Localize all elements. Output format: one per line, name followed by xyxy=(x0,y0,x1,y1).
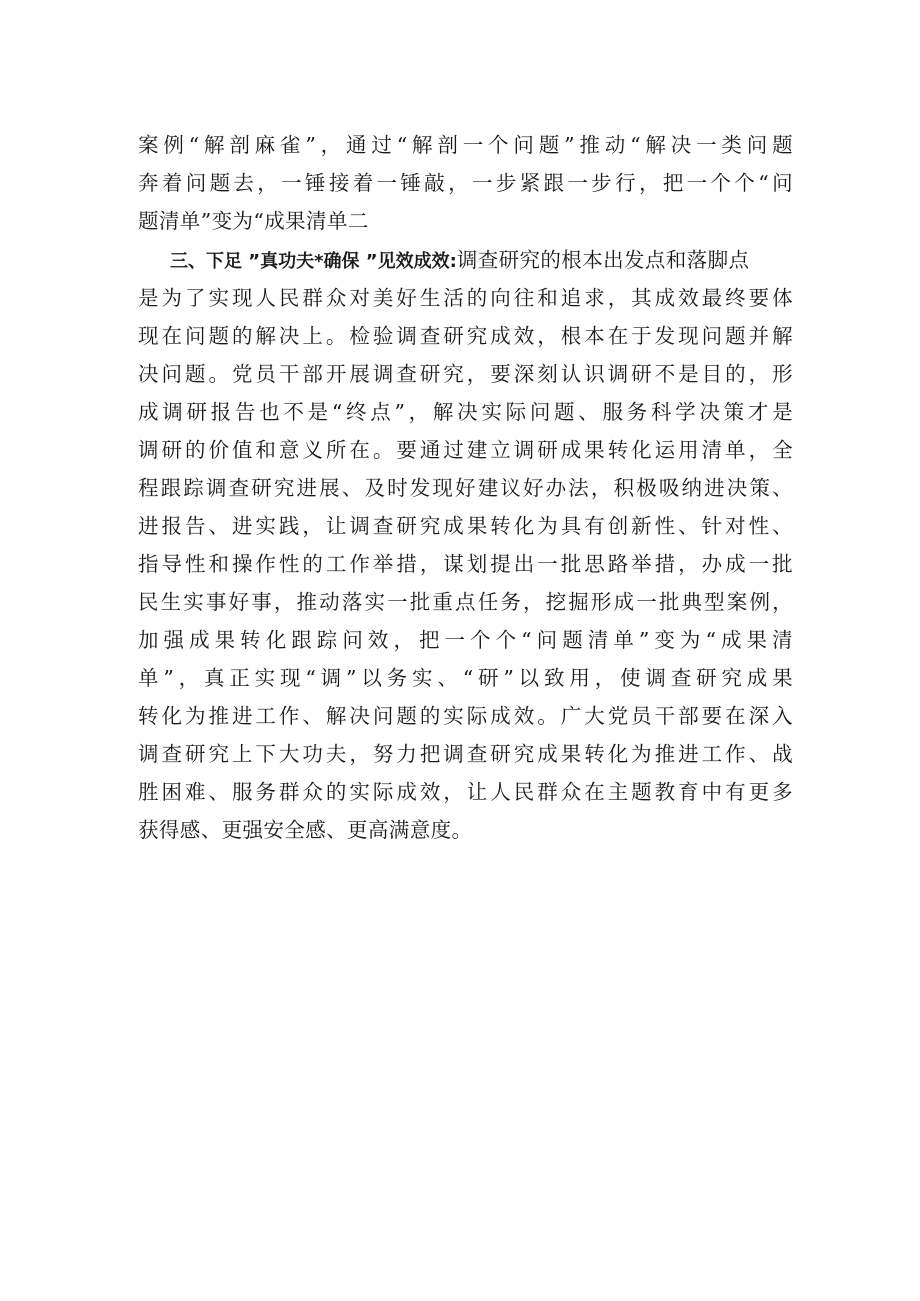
paragraph-2-line: 加强成果转化跟踪问效，把一个个“问题清单”变为“成果清 xyxy=(138,628,793,652)
paragraph-2-line: 决问题。党员干部开展调查研究，要深刻认识调研不是目的，形 xyxy=(138,362,793,386)
paragraph-2 xyxy=(138,241,793,849)
paragraph-2-line: 指导性和操作性的工作举措，谋划提出一批思路举措，办成一批 xyxy=(138,552,793,576)
paragraph-2-line: 获得感、更强安全感、更高满意度。 xyxy=(138,818,473,842)
paragraph-1-line: 题清单”变为“成果清单二 xyxy=(138,209,369,233)
paragraph-2-line: 民生实事好事，推动落实一批重点任务，挖掘形成一批典型案例， xyxy=(138,590,793,614)
paragraph-2-line: 单”，真正实现“调”以务实、“研”以致用，使调查研究成果 xyxy=(138,666,793,690)
paragraph-2-line: 程跟踪调查研究进展、及时发现好建议好办法，积极吸纳进决策、 xyxy=(138,476,793,500)
paragraph-1 xyxy=(138,126,793,240)
paragraph-1-line: 案例“解剖麻雀”，通过“解剖一个问题”推动“解决一类问题 xyxy=(138,133,793,157)
paragraph-2-line: 转化为推进工作、解决问题的实际成效。广大党员干部要在深入 xyxy=(138,704,793,728)
paragraph-2-line: 胜困难、服务群众的实际成效，让人民群众在主题教育中有更多 xyxy=(138,780,793,804)
paragraph-2-line: 调研的价值和意义所在。要通过建立调研成果转化运用清单，全 xyxy=(138,438,793,462)
paragraph-1-line: 奔着问题去，一锤接着一锤敲，一步紧跟一步行，把一个个“问 xyxy=(138,171,793,195)
paragraph-2-line: 是为了实现人民群众对美好生活的向往和追求，其成效最终要体 xyxy=(138,286,793,310)
section-heading: 三、下足 ”真功夫*确保 ”见效成效: xyxy=(170,251,457,272)
paragraph-2-line: 调查研究上下大功夫，努力把调查研究成果转化为推进工作、战 xyxy=(138,742,793,766)
paragraph-2-line: 成调研报告也不是“终点”，解决实际问题、服务科学决策才是 xyxy=(138,400,793,424)
paragraph-2-line: 现在问题的解决上。检验调查研究成效，根本在于发现问题并解 xyxy=(138,324,793,348)
paragraph-2-line: 进报告、进实践，让调查研究成果转化为具有创新性、针对性、 xyxy=(138,514,793,538)
paragraph-2-first-line-text: 调查研究的根本出发点和落脚点 xyxy=(456,248,750,272)
paragraph-2-first-line xyxy=(138,241,793,279)
